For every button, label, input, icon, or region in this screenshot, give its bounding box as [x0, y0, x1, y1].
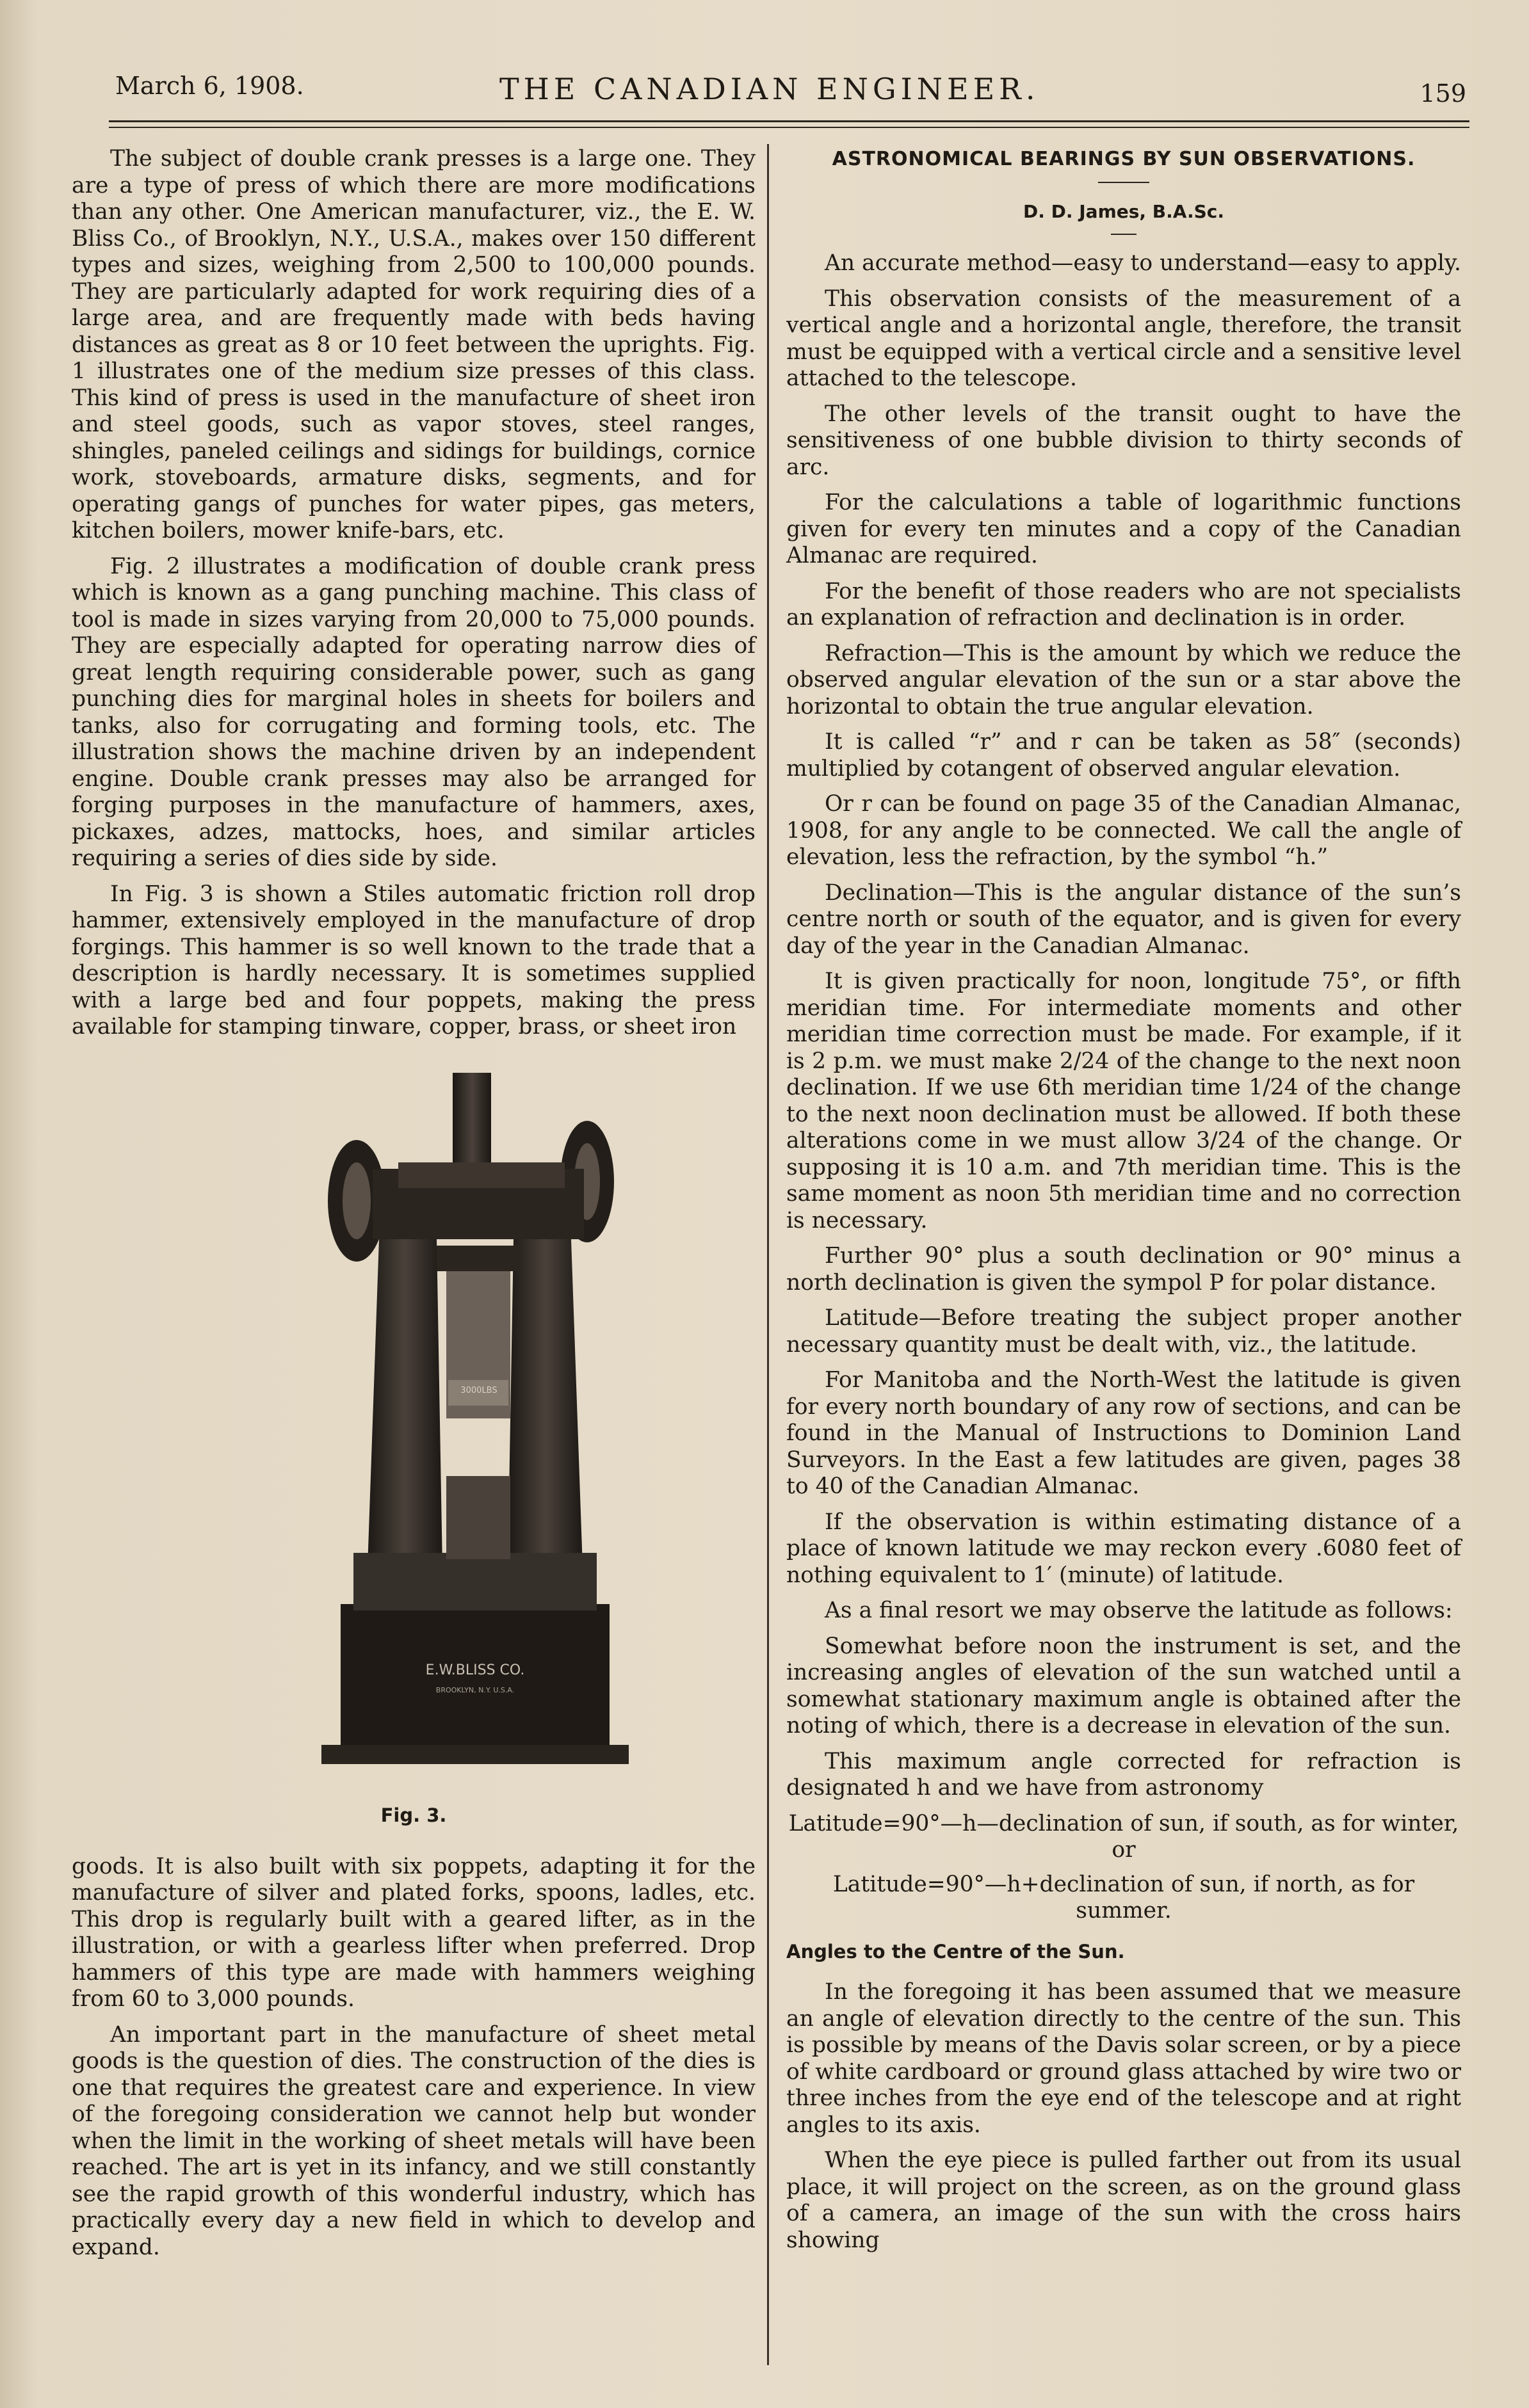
- header-rule-bottom: [109, 127, 1469, 128]
- ram-weight-label: 3000LBS: [460, 1385, 498, 1395]
- page-number: 159: [1420, 79, 1466, 108]
- paragraph: This maximum angle corrected for refraction is designated h and we have from astronomy: [786, 1748, 1461, 1801]
- title-divider: [1098, 182, 1149, 183]
- article-author: D. D. James, B.A.Sc.: [1023, 200, 1224, 222]
- paragraph: For the calculations a table of logarithmic functions given for every ten minutes and a copy of the Canadian Almanac are required.: [786, 490, 1461, 568]
- author-divider: [1111, 234, 1137, 235]
- paragraph: It is given practically for noon, longitude 75°, or fifth meridian time. For intermediate moments and other meridian time correction must be made. For example, if it is 2 p.m. we must make 2/24 of the change to the next noon declination. If we use 6th meridian time 1/24 of the change to the next noon declination must be allowed. If both these alterations come in we must allow 3/24 of the change. Or supposing it is 10 a.m. and 7th meridian time. This is the same moment as noon 5th meridian time and no correction is necessary.: [786, 968, 1461, 1233]
- right-column: [786, 146, 1461, 2263]
- paragraph: If the observation is within estimating distance of a place of known latitude we may reckon every .6080 feet of nothing equivalent to 1′ (minute) of latitude.: [786, 1509, 1461, 1588]
- paragraph: Or r can be found on page 35 of the Canadian Almanac, 1908, for any angle to be connected. We call the angle of elevation, less the refraction, by the symbol “h.”: [786, 791, 1461, 870]
- journal-title: THE CANADIAN ENGINEER.: [499, 72, 1040, 106]
- header-date: March 6, 1908.: [115, 72, 304, 100]
- paragraph: This observation consists of the measurement of a vertical angle and a horizontal angle, therefore, the transit must be equipped with a vertical circle and a sensitive level attached to the telescope.: [786, 285, 1461, 391]
- paragraph: For Manitoba and the North-West the latitude is given for every north boundary of any row of sections, and can be found in the Manual of Instructions to Dominion Land Surveyors. In the East a few latitudes are given, pages 38 to 40 of the Canadian Almanac.: [786, 1367, 1461, 1499]
- paragraph: In the foregoing it has been assumed that we measure an angle of elevation directly to the centre of the sun. This is possible by means of the Davis solar screen, or by a piece of white cardboard or ground glass attached by wire two or three inches from the eye end of the telescope and at right angles to its axis.: [786, 1979, 1461, 2138]
- paragraph: Declination—This is the angular distance of the sun’s centre north or south of the equator, and is given for every day of the year in the Canadian Almanac.: [786, 879, 1461, 959]
- latitude-formula-south: Latitude=90°—h—declination of sun, if south, as for winter, or: [788, 1810, 1459, 1863]
- paragraph: Fig. 2 illustrates a modification of double crank press which is known as a gang punching machine. This class of tool is made in sizes varying from 20,000 to 75,000 pounds. They are especially adapted for operating narrow dies of great length requiring considerable power, such as gang punching dies for marginal holes in sheets for boilers and tanks, also for corrugating and forming tools, etc. The illustration shows the machine driven by an independent engine. Double crank presses may also be arranged for forging purposes in the manufacture of hammers, axes, pickaxes, adzes, mattocks, hoes, and similar articles requiring a series of dies side by side.: [72, 553, 756, 871]
- paragraph: Further 90° plus a south declination or 90° minus a north declination is given the sympol P for polar distance.: [786, 1243, 1461, 1296]
- drop-hammer-illustration: [283, 1066, 629, 1790]
- paragraph: An important part in the manufacture of sheet metal goods is the question of dies. The construction of the dies is one that requires the greatest care and experience. In view of the foregoing consideration we cannot help but wonder when the limit in the working of sheet metals will have been reached. The art is yet in its infancy, and we still constantly see the rapid growth of this wonderful industry, which has practically every day a new field in which to develop and expand.: [72, 2021, 756, 2260]
- article-title: ASTRONOMICAL BEARINGS BY SUN OBSERVATIONS.: [832, 148, 1416, 170]
- paragraph: goods. It is also built with six poppets, adapting it for the manufacture of silver and plated forks, spoons, ladles, etc. This drop is regularly built with a geared lifter, as in the illustration, or with a gearless lifter when preferred. Drop hammers of this type are made with hammers weighing from 60 to 3,000 pounds.: [72, 1853, 756, 2012]
- latitude-formula-north: Latitude=90°—h+declination of sun, if north, as for summer.: [832, 1871, 1415, 1923]
- paragraph: An accurate method—easy to understand—easy to apply.: [825, 250, 1461, 276]
- paragraph: Somewhat before noon the instrument is set, and the increasing angles of elevation of the sun watched until a somewhat stationary maximum angle is obtained after the noting of which, there is a decrease in elevation of the sun.: [786, 1633, 1461, 1738]
- paragraph: For the benefit of those readers who are not specialists an explanation of refraction and declination is in order.: [786, 578, 1461, 630]
- paragraph: As a final resort we may observe the latitude as follows:: [825, 1598, 1453, 1623]
- paragraph: Latitude—Before treating the subject proper another necessary quantity must be dealt with, viz., the latitude.: [786, 1305, 1461, 1358]
- paragraph: The other levels of the transit ought to have the sensitiveness of one bubble division to thirty seconds of arc.: [786, 401, 1461, 480]
- figure-3: [72, 1066, 756, 1841]
- paragraph: Refraction—This is the amount by which we reduce the observed angular elevation of the sun or a star above the horizontal to obtain the true angular elevation.: [786, 640, 1461, 719]
- figure-caption: Fig. 3.: [380, 1804, 447, 1826]
- paragraph: The subject of double crank presses is a large one. They are a type of press of which there are more modifications than any other. One American manufacturer, viz., the E. W. Bliss Co., of Brooklyn, N.Y., U.S.A., makes over 150 different types and sizes, weighing from 2,500 to 100,000 pounds. They are particularly adapted for work requiring dies of a large area, and are frequently made with beds having distances as great as 8 or 10 feet between the uprights. Fig. 1 illustrates one of the medium size presses of this class. This kind of press is used in the manufacture of sheet iron and steel goods, such as vapor stoves, steel ranges, shingles, paneled ceilings and sidings for buildings, cornice work, stoveboards, armature disks, segments, and for operating gangs of punches for water pipes, gas meters, kitchen boilers, mower knife-bars, etc.: [72, 146, 756, 543]
- nameplate-text: E.W.BLISS CO.: [425, 1662, 525, 1678]
- header-rule-top: [109, 120, 1469, 122]
- page-header: [115, 72, 1466, 116]
- paragraph: When the eye piece is pulled farther out from its usual place, it will project on the screen, as on the ground glass of a camera, an image of the sun with the cross hairs showing: [786, 2147, 1461, 2253]
- paragraph: In Fig. 3 is shown a Stiles automatic friction roll drop hammer, extensively employed in the manufacture of drop forgings. This hammer is so well known to the trade that a description is hardly necessary. It is sometimes supplied with a large bed and four poppets, making the press available for stamping tinware, copper, brass, or sheet iron: [72, 881, 756, 1039]
- left-column: [72, 146, 756, 2270]
- column-divider: [767, 144, 769, 2365]
- section-heading: Angles to the Centre of the Sun.: [786, 1940, 1125, 1963]
- nameplate-subtext: BROOKLYN, N.Y. U.S.A.: [435, 1685, 515, 1694]
- paragraph: It is called “r” and r can be taken as 58″ (seconds) multiplied by cotangent of observed angular elevation.: [786, 729, 1461, 782]
